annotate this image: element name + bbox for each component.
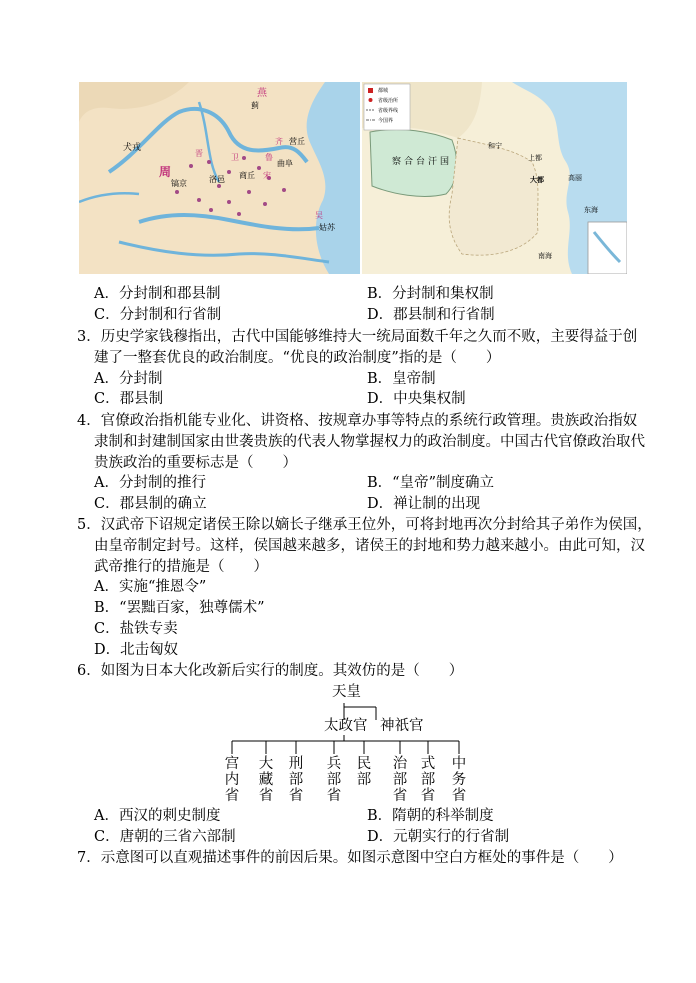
org-ministry-nakatsukasa: 中务省 xyxy=(451,756,467,804)
q4-stem-line1: 4．官僚政治指机能专业化、讲资格、按规章办事等特点的系统行政管理。贵族政治指奴 xyxy=(77,413,638,429)
org-jingikan: 神祇官 xyxy=(380,718,424,734)
q5-stem-line3: 武帝推行的措施是（ ） xyxy=(94,559,268,575)
map-label-shangqiu: 商丘 xyxy=(239,171,255,180)
q6-option-c: C．唐朝的三省六部制 xyxy=(94,829,236,845)
map-label-yan: 燕 xyxy=(257,88,267,99)
q5-option-d: D．北击匈奴 xyxy=(94,642,179,658)
map-label-east-sea: 东海 xyxy=(584,206,598,214)
map-label-shangdu: 上都 xyxy=(528,154,542,162)
org-ministry-jibu: 治部省 xyxy=(392,756,408,804)
q3-option-b: B．皇帝制 xyxy=(367,371,436,387)
q3-option-d: D．中央集权制 xyxy=(367,391,466,407)
legend-provincial-boundary: 省级界线 xyxy=(378,108,399,114)
map-label-wu: 吴 xyxy=(315,211,323,220)
map-figure xyxy=(79,82,627,274)
map-label-lu: 鲁 xyxy=(265,153,273,162)
q4-option-a: A．分封制的推行 xyxy=(94,475,206,491)
map-label-song: 宋 xyxy=(263,171,271,180)
q7-stem: 7．示意图可以直观描述事件的前因后果。如图示意图中空白方框处的事件是（ ） xyxy=(77,850,623,866)
map-label-wei: 卫 xyxy=(231,153,239,162)
q3-stem-line1: 3．历史学家钱穆指出，古代中国能够维持大一统局面数千年之久而不败，主要得益于创 xyxy=(77,329,638,345)
map-label-goryeo: 高丽 xyxy=(568,174,582,182)
yuan-province-map xyxy=(362,82,627,274)
map-label-luoyi: 洛邑 xyxy=(209,175,225,184)
q2-option-b: B．分封制和集权制 xyxy=(367,286,494,302)
map-label-hening: 和宁 xyxy=(488,142,502,150)
q2-option-c: C．分封制和行省制 xyxy=(94,307,222,323)
q6-option-a: A．西汉的刺史制度 xyxy=(94,808,221,824)
map-label-south-sea: 南海 xyxy=(538,252,552,260)
map-label-ji: 蓟 xyxy=(251,101,259,110)
legend-capital: 都城 xyxy=(378,88,389,94)
taika-org-chart xyxy=(220,678,480,808)
q4-option-d: D．禅让制的出现 xyxy=(367,496,481,512)
org-ministry-kunai: 宫内省 xyxy=(224,756,240,804)
q6-option-d: D．元朝实行的行省制 xyxy=(367,829,510,845)
map-label-qi: 齐 xyxy=(275,137,283,146)
org-ministry-hyobu: 兵部省 xyxy=(326,756,342,804)
map-label-chagatai: 察合台汗国 xyxy=(392,157,453,167)
org-ministry-gyobu: 刑部省 xyxy=(288,756,304,804)
q6-stem: 6．如图为日本大化改新后实行的制度。其效仿的是（ ） xyxy=(77,663,464,679)
q3-option-c: C．郡县制 xyxy=(94,391,164,407)
q4-option-c: C．郡县制的确立 xyxy=(94,496,207,512)
legend-provincial-seat: 省级治所 xyxy=(378,98,399,104)
org-emperor: 天皇 xyxy=(332,684,361,700)
q4-stem-line3: 贵族政治的重要标志是（ ） xyxy=(94,455,297,471)
zhou-feudal-map xyxy=(79,82,360,274)
legend-modern-border: 今国界 xyxy=(378,118,394,124)
q5-option-c: C．盐铁专卖 xyxy=(94,621,178,637)
q3-option-a: A．分封制 xyxy=(94,371,163,387)
org-ministry-shikibu: 式部省 xyxy=(420,756,436,804)
q6-option-b: B．隋朝的科举制度 xyxy=(367,808,494,824)
q4-stem-line2: 隶制和封建制国家由世袭贵族的代表人物掌握权力的政治制度。中国古代官僚政治取代 xyxy=(94,434,645,450)
map-label-jin: 晋 xyxy=(195,149,203,158)
q4-option-b: B．“皇帝”制度确立 xyxy=(367,475,494,491)
q5-option-a: A．实施“推恩令” xyxy=(94,579,207,595)
q5-option-b: B．“罢黜百家，独尊儒术” xyxy=(94,600,265,616)
q5-stem-line2: 由皇帝制定封号。这样，侯国越来越多，诸侯王的封地和势力越来越小。由此可知，汉 xyxy=(94,538,645,554)
q2-option-a: A．分封制和郡县制 xyxy=(94,286,221,302)
map-label-haojing: 镐京 xyxy=(171,179,187,188)
map-label-qufu: 曲阜 xyxy=(277,159,293,168)
org-ministry-minbu: 民部 xyxy=(356,756,372,788)
org-ministry-okura: 大藏省 xyxy=(258,756,274,804)
map-label-zhou: 周 xyxy=(159,165,172,179)
map-label-gusu: 姑苏 xyxy=(319,223,335,232)
q2-option-d: D．郡县制和行省制 xyxy=(367,307,495,323)
map-label-dadu: 大都 xyxy=(530,176,544,184)
q3-stem-line2: 建了一整套优良的政治制度。“优良的政治制度”指的是（ ） xyxy=(94,350,501,366)
map-label-yingqiu: 营丘 xyxy=(289,137,305,146)
q5-stem-line1: 5．汉武帝下诏规定诸侯王除以嫡长子继承王位外，可将封地再次分封给其子弟作为侯国， xyxy=(77,517,652,533)
org-daijokan: 太政官 xyxy=(324,718,368,734)
map-label-quanrong: 犬戎 xyxy=(123,143,142,153)
